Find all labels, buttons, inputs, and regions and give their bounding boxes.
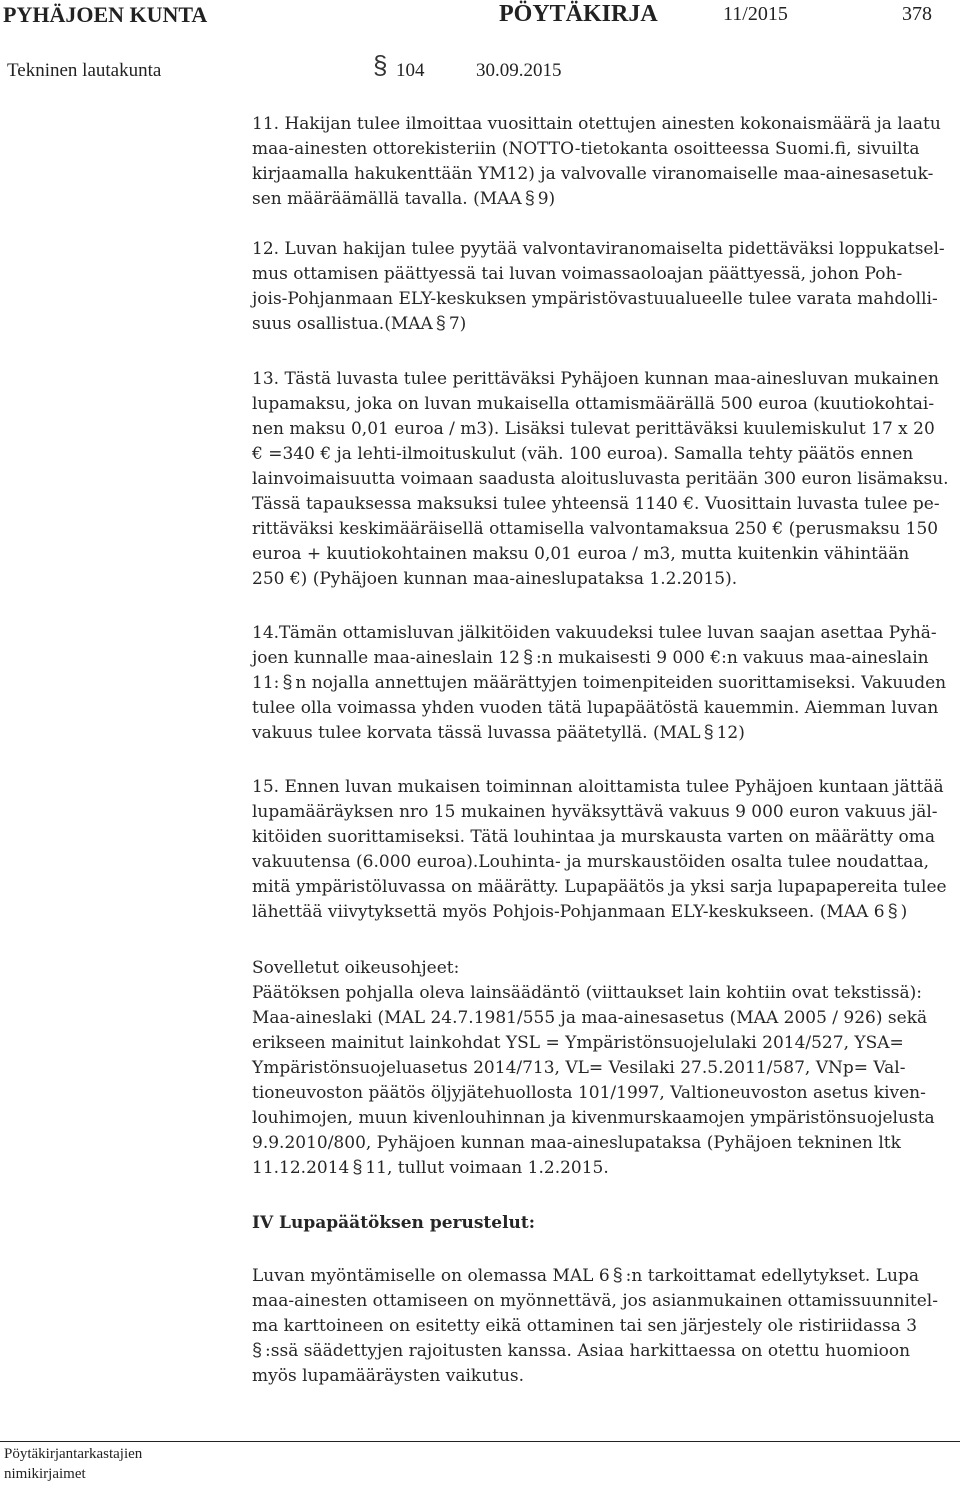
- text-segment: 11:: [252, 673, 280, 693]
- municipality-name: PYHÄJOEN KUNTA: [3, 2, 208, 27]
- paragraph-line: [252, 721, 948, 746]
- section-sign-icon: §: [352, 1157, 363, 1177]
- document-number: 11/2015: [723, 3, 788, 25]
- text-segment: 11.12.2014: [252, 1158, 350, 1178]
- paragraph-13: [252, 367, 948, 592]
- text-segment: 12): [716, 723, 745, 743]
- paragraph-line: louhimojen, muun kivenlouhinnan ja kivenmurskaamojen ympäristönsuojelusta: [252, 1108, 935, 1128]
- section-sign-icon: §: [887, 901, 898, 921]
- paragraph-15: [252, 775, 948, 925]
- paragraph-line: Ympäristönsuojeluasetus 2014/713, VL= Vesilaki 27.5.2011/587, VNp= Val-: [252, 1058, 906, 1078]
- text-segment: joen kunnalle maa-aineslain 12: [252, 648, 520, 668]
- paragraph-line: mitä ympäristöluvassa on määrätty. Lupapäätös ja yksi sarja lupapapereita tulee: [252, 877, 947, 897]
- paragraph-line: tulee olla voimassa yhden vuoden tätä lupapäätöstä kauemmin. Aiemman luvan: [252, 698, 939, 718]
- meeting-date: 30.09.2015: [476, 60, 562, 81]
- text-segment: ): [900, 902, 908, 922]
- footer-divider: [0, 1441, 960, 1442]
- paragraph-line: [252, 646, 948, 671]
- text-segment: lähettää viivytyksettä myös Pohjois-Pohjanmaan ELY-keskukseen. (MAA 6: [252, 902, 885, 922]
- document-type: PÖYTÄKIRJA: [499, 1, 658, 27]
- section-number: 104: [396, 60, 425, 81]
- committee-name: Tekninen lautakunta: [7, 60, 162, 81]
- text-segment: n nojalla annettujen määrättyjen toimenpiteiden suorittamiseksi. Vakuuden: [295, 673, 947, 693]
- paragraph-line: lainvoimaisuutta voimaan saadusta aloitusluvasta peritään 300 euron lisämaksu.: [252, 469, 949, 489]
- paragraph-line: € =340 € ja lehti-ilmoituskulut (väh. 100 euroa). Samalla tehty päätös ennen: [252, 444, 914, 464]
- footer-label-line1: Pöytäkirjantarkastajien: [4, 1446, 143, 1462]
- paragraph-11: [252, 112, 948, 212]
- paragraph-line: nen maksu 0,01 euroa / m3). Lisäksi tulevat perittäväksi kuulemiskulut 17 x 20: [252, 419, 935, 439]
- paragraph-line: myös lupamääräysten vaikutus.: [252, 1366, 525, 1386]
- paragraph-line: Maa-aineslaki (MAL 24.7.1981/555 ja maa-ainesasetus (MAA 2005 / 926) sekä: [252, 1008, 928, 1028]
- paragraph-line: [252, 671, 948, 696]
- text-segment: :n mukaisesti 9 000 €:n vakuus maa-aineslain: [536, 648, 929, 668]
- paragraph-line: 12. Luvan hakijan tulee pyytää valvontaviranomaiselta pidettäväksi loppukatsel-: [252, 239, 945, 259]
- paragraph-line: erikseen mainitut lainkohdat YSL = Ympäristönsuojelulaki 2014/527, YSA=: [252, 1033, 904, 1053]
- section-sign-icon: §: [252, 1340, 263, 1360]
- paragraph-line: vakuutensa (6.000 euroa).Louhinta- ja murskaustöiden osalta tulee noudattaa,: [252, 852, 929, 872]
- paragraph-line: ma karttoineen on esitetty eikä ottaminen tai sen järjestely ole ristiriidassa 3: [252, 1316, 918, 1336]
- paragraph-line: 14.Tämän ottamisluvan jälkitöiden vakuudeksi tulee luvan saajan asettaa Pyhä-: [252, 623, 937, 643]
- paragraph-14: [252, 621, 948, 746]
- section-sign-icon: §: [524, 188, 535, 208]
- text-segment: 11, tullut voimaan 1.2.2015.: [365, 1158, 609, 1178]
- paragraph-line: tioneuvoston päätös öljyjätehuollosta 101/1997, Valtioneuvoston asetus kiven-: [252, 1083, 926, 1103]
- paragraph-line: lupamääräyksen nro 15 mukainen hyväksyttävä vakuus 9 000 euron vakuus jäl-: [252, 802, 938, 822]
- paragraph-line: 13. Tästä luvasta tulee perittäväksi Pyhäjoen kunnan maa-ainesluvan mukainen: [252, 369, 939, 389]
- text-segment: 9): [537, 189, 556, 209]
- section-sign-icon: §: [522, 647, 533, 667]
- paragraph-line: euroa + kuutiokohtainen maksu 0,01 euroa / m3, mutta kuitenkin vähintään: [252, 544, 910, 564]
- paragraph-line: 11. Hakijan tulee ilmoittaa vuosittain otettujen ainesten kokonaismäärä ja laatu: [252, 114, 941, 134]
- page-number: 378: [902, 3, 932, 25]
- paragraph-line: lupamaksu, joka on luvan mukaisella ottamismäärällä 500 euroa (kuutiokohtai-: [252, 394, 935, 414]
- text-segment: suus osallistua.(MAA: [252, 314, 433, 334]
- text-segment: :n tarkoittamat edellytykset. Lupa: [625, 1266, 919, 1286]
- paragraph-line: kitöiden suorittamiseksi. Tätä louhintaa ja murskausta varten on määrätty oma: [252, 827, 935, 847]
- text-segment: vakuus tulee korvata tässä luvassa päätetyllä. (MAL: [252, 723, 701, 743]
- paragraph-line: 9.9.2010/800, Pyhäjoen kunnan maa-aineslupataksa (Pyhäjoen tekninen ltk: [252, 1133, 901, 1153]
- paragraph-line: jois-Pohjanmaan ELY-keskuksen ympäristövastuualueelle tulee varata mahdolli-: [252, 289, 938, 309]
- paragraph-line: mus ottamisen päättyessä tai luvan voimassaoloajan päättyessä, johon Poh-: [252, 264, 903, 284]
- paragraph-line: maa-ainesten ottorekisteriin (NOTTO-tietokanta osoitteessa Suomi.fi, sivuilta: [252, 139, 920, 159]
- paragraph-line: 250 €) (Pyhäjoen kunnan maa-aineslupataksa 1.2.2015).: [252, 569, 738, 589]
- reasons-heading: IV Lupapäätöksen perustelut:: [252, 1213, 536, 1233]
- paragraph-line: rittäväksi keskimääräisellä ottamisella valvontamaksua 250 € (perusmaksu 150: [252, 519, 939, 539]
- text-segment: Luvan myöntämiselle on olemassa MAL 6: [252, 1266, 610, 1286]
- legal-basis: [252, 956, 948, 1181]
- text-segment: 7): [448, 314, 467, 334]
- paragraph-line: [252, 1156, 948, 1181]
- paragraph-line: [252, 187, 948, 212]
- section-sign-icon: §: [282, 672, 293, 692]
- paragraph-line: [252, 1264, 948, 1289]
- reasons-text: [252, 1264, 948, 1389]
- paragraph-12: [252, 237, 948, 337]
- legal-basis-heading: Sovelletut oikeusohjeet:: [252, 958, 460, 978]
- paragraph-line: Tässä tapauksessa maksuksi tulee yhteensä 1140 €. Vuosittain luvasta tulee pe-: [252, 494, 940, 514]
- paragraph-line: [252, 312, 948, 337]
- section-sign-icon: §: [612, 1265, 623, 1285]
- section-sign-icon: §: [703, 722, 714, 742]
- section-sign-icon: §: [373, 50, 388, 80]
- footer-label-line2: nimikirjaimet: [4, 1466, 86, 1482]
- text-segment: sen määräämällä tavalla. (MAA: [252, 189, 522, 209]
- text-segment: :ssä säädettyjen rajoitusten kanssa. Asiaa harkittaessa on otettu huomioon: [265, 1341, 911, 1361]
- paragraph-line: maa-ainesten ottamiseen on myönnettävä, jos asianmukainen ottamissuunnitel-: [252, 1291, 938, 1311]
- paragraph-line: [252, 900, 948, 925]
- paragraph-line: Päätöksen pohjalla oleva lainsäädäntö (viittaukset lain kohtiin ovat tekstissä):: [252, 983, 923, 1003]
- section-sign-icon: §: [435, 313, 446, 333]
- paragraph-line: 15. Ennen luvan mukaisen toiminnan aloittamista tulee Pyhäjoen kuntaan jättää: [252, 777, 944, 797]
- paragraph-line: [252, 1339, 948, 1364]
- paragraph-line: kirjaamalla hakukenttään YM12) ja valvovalle viranomaiselle maa-ainesasetuk-: [252, 164, 934, 184]
